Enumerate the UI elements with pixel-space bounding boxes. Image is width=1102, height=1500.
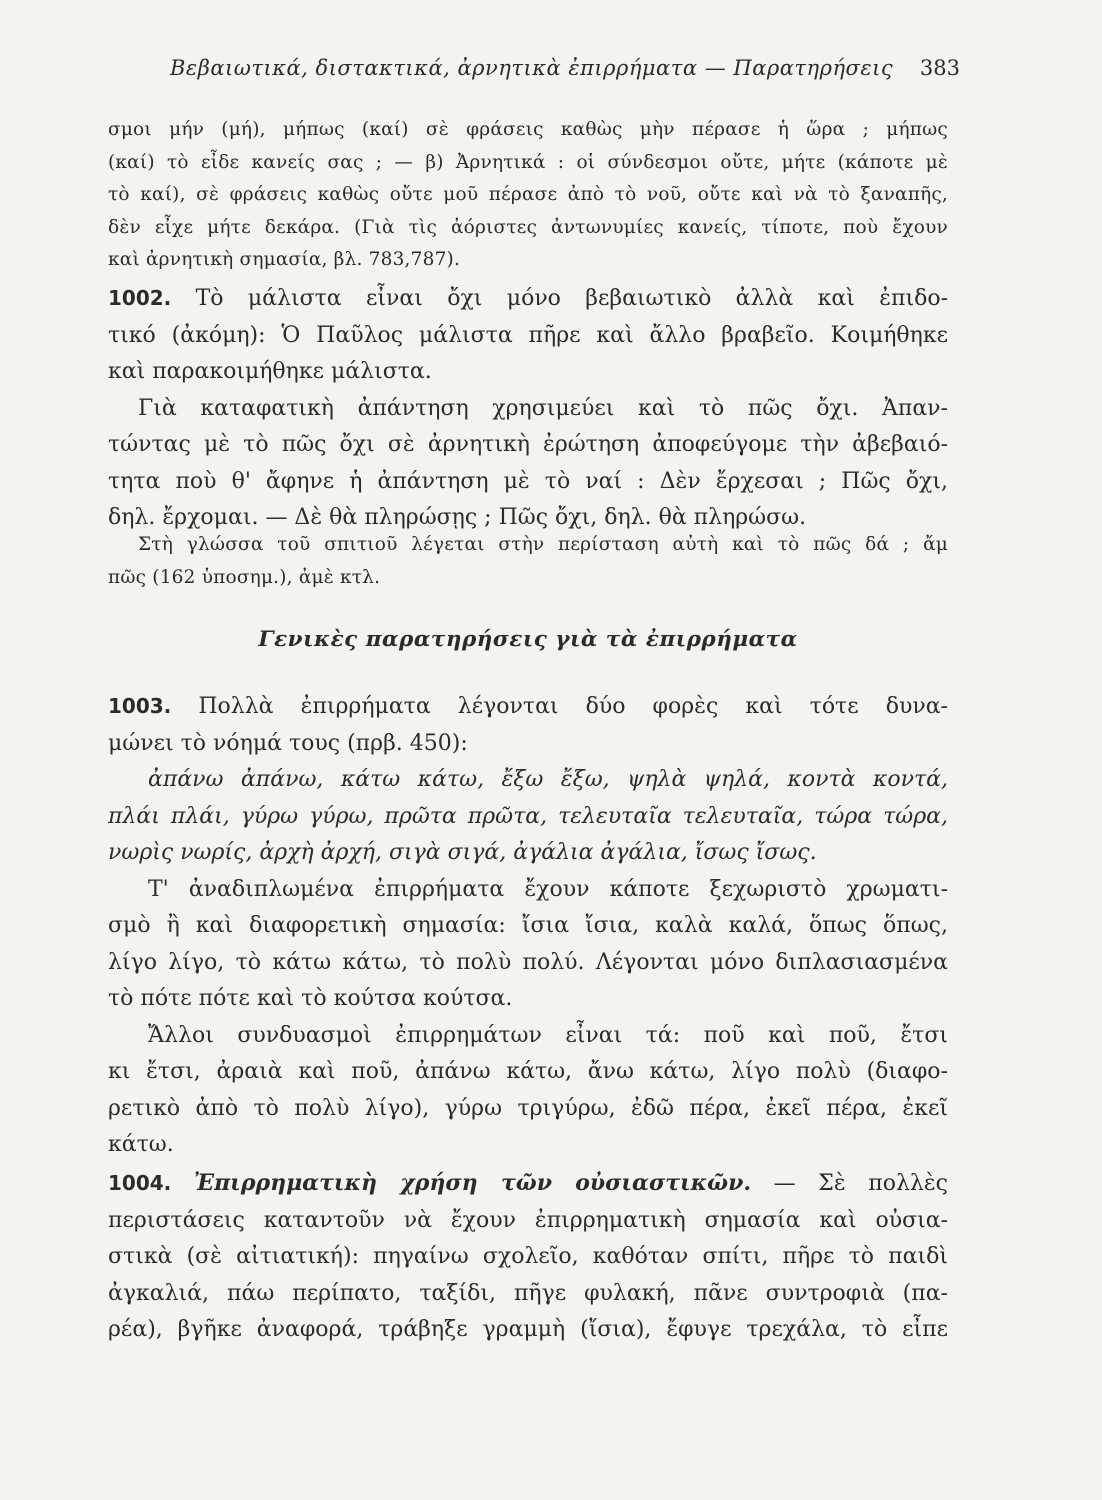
section-title: Ἐπιρρηματικὴ χρήση τῶν οὐσιαστικῶν. <box>193 1170 752 1196</box>
text-line: Τὸ μάλιστα εἶναι ὄχι μόνο βεβαιωτικὸ ἀλλὰ καὶ ἐπιδο- <box>195 286 948 311</box>
text-line: τητα ποὺ θ' ἄφηνε ἡ ἀπάντηση μὲ τὸ ναί : Δὲν ἔρχεσαι ; Πῶς ὄχι, <box>108 468 948 494</box>
text-line: ρέα), βγῆκε ἀναφορά, τράβηξε γραμμὴ (ἴσια), ἔφυγε τρεχάλα, τὸ εἶπε <box>108 1317 948 1342</box>
section-number: 1002. <box>108 286 172 310</box>
page-number: 383 <box>919 56 960 80</box>
text-line: Πολλὰ ἐπιρρήματα λέγονται δύο φορὲς καὶ τότε δυνα- <box>198 694 948 719</box>
text-line: τὸ καί), σὲ φράσεις καθὼς οὔτε μοῦ πέρασε ἀπὸ τὸ νοῦ, οὔτε καὶ νὰ τὸ ξαναπῆς, <box>108 184 948 205</box>
text-line: μώνει τὸ νόημά τους (πρβ. 450): <box>108 730 468 756</box>
running-title: Βεβαιωτικά, διστακτικά, ἀρνητικὰ ἐπιρρήματα — Παρατηρήσεις <box>170 56 894 80</box>
text-line: Στὴ γλώσσα τοῦ σπιτιοῦ λέγεται στὴν περίσταση αὐτὴ καὶ τὸ πῶς δά ; ἄμ <box>138 534 948 555</box>
text-line: λίγο λίγο, τὸ κάτω κάτω, τὸ πολὺ πολύ. Λέγονται μόνο διπλασιασμένα <box>108 949 948 975</box>
section-1003 <box>108 688 948 1164</box>
running-header <box>170 56 960 92</box>
text-line: τικό (ἀκόμη): Ὁ Παῦλος μάλιστα πῆρε καὶ ἄλλο βραβεῖο. Κοιμήθηκε <box>108 322 948 348</box>
section-number: 1003. <box>108 694 172 718</box>
text-line: (καί) τὸ εἶδε κανείς σας ; — β) Ἀρνητικά : οἱ σύνδεσμοι οὔτε, μήτε (κάποτε μὲ <box>108 151 948 173</box>
text-line: τώντας μὲ τὸ πῶς ὄχι σὲ ἀρνητικὴ ἐρώτηση ἀποφεύγομε τὴν ἀβεβαιό- <box>108 432 948 457</box>
text-line: τὸ πότε πότε καὶ τὸ κούτσα κούτσα. <box>108 986 513 1011</box>
text-line: σμὸ ἢ καὶ διαφορετικὴ σημασία: ἴσια ἴσια, καλὰ καλά, ὅπως ὅπως, <box>108 913 948 938</box>
text-line: ἀγκαλιά, πάω περίπατο, ταξίδι, πῆγε φυλακή, πᾶνε συντροφιὰ (πα- <box>108 1280 948 1306</box>
text-line: Γιὰ καταφατικὴ ἀπάντηση χρησιμεύει καὶ τὸ πῶς ὄχι. Ἀπαν- <box>138 395 948 421</box>
section-1002 <box>108 280 948 537</box>
text-line: δηλ. ἔρχομαι. — Δὲ θὰ πληρώσῃς ; Πῶς ὄχι, δηλ. θὰ πληρώσω. <box>108 505 807 530</box>
text-line: πῶς (162 ὑποσημ.), ἀμὲ κτλ. <box>108 566 381 588</box>
note-1002 <box>108 529 948 594</box>
text-line: περιστάσεις καταντοῦν νὰ ἔχουν ἐπιρρηματικὴ σημασία καὶ οὐσια- <box>108 1207 948 1233</box>
text-line: κι ἔτσι, ἀραιὰ καὶ ποῦ, ἀπάνω κάτω, ἄνω κάτω, λίγο πολὺ (διαφο- <box>108 1059 948 1084</box>
text-line: — Σὲ πολλὲς <box>773 1171 948 1196</box>
text-line: καὶ παρακοιμήθηκε μάλιστα. <box>108 359 432 384</box>
example-line: ἀπάνω ἀπάνω, κάτω κάτω, ἔξω ἔξω, ψηλὰ ψηλά, κοντὰ κοντά, <box>148 767 948 792</box>
text-line: Τ' ἀναδιπλωμένα ἐπιρρήματα ἔχουν κάποτε ξεχωριστὸ χρωματι- <box>148 876 948 902</box>
text-line: καὶ ἀρνητικὴ σημασία, βλ. 783,787). <box>108 249 461 270</box>
section-number: 1004. <box>108 1171 172 1195</box>
example-line: νωρὶς νωρίς, ἀρχὴ ἀρχή, σιγὰ σιγά, ἀγάλια ἀγάλια, ἴσως ἴσως. <box>108 840 817 865</box>
continued-paragraph <box>108 114 948 277</box>
section-heading: Γενικὲς παρατηρήσεις γιὰ τὰ ἐπιρρήματα <box>258 627 798 652</box>
example-line: πλάι πλάι, γύρω γύρω, πρῶτα πρῶτα, τελευταῖα τελευταῖα, τώρα τώρα, <box>108 803 948 829</box>
text-line: σμοι μήν (μή), μήπως (καί) σὲ φράσεις καθὼς μὴν πέρασε ἡ ὥρα ; μήπως <box>108 119 948 140</box>
section-1004 <box>108 1165 948 1349</box>
text-line: στικὰ (σὲ αἰτιατική): πηγαίνω σχολεῖο, καθόταν σπίτι, πῆρε τὸ παιδὶ <box>108 1244 948 1269</box>
text-line: κάτω. <box>108 1132 174 1157</box>
text-line: ρετικὸ ἀπὸ τὸ πολὺ λίγο), γύρω τριγύρω, ἐδῶ πέρα, ἐκεῖ πέρα, ἐκεῖ <box>108 1095 948 1121</box>
text-line: δὲν εἶχε μήτε δεκάρα. (Γιὰ τὶς ἀόριστες ἀντωνυμίες κανείς, τίποτε, ποὺ ἔχουν <box>108 216 948 238</box>
text-line: Ἄλλοι συνδυασμοὶ ἐπιρρημάτων εἶναι τά: ποῦ καὶ ποῦ, ἔτσι <box>148 1022 948 1048</box>
